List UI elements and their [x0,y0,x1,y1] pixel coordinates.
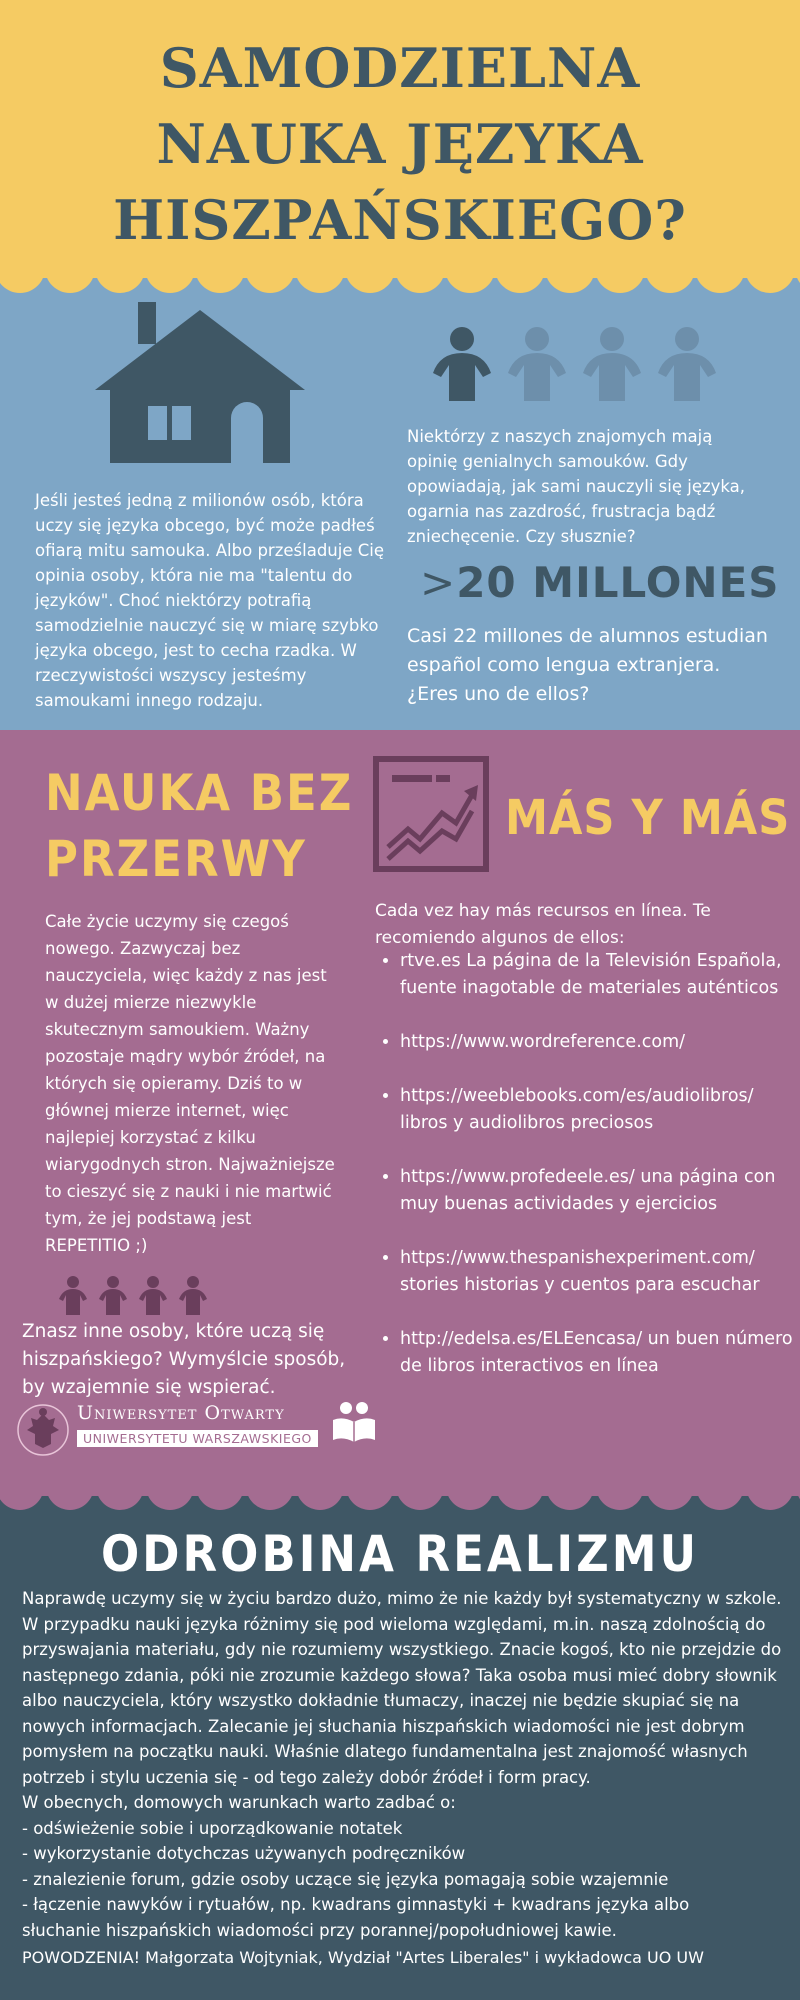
open-book-icon [331,1400,377,1444]
stat-prefix: > [420,558,457,607]
stat-value: 20 MILLONES [456,558,780,607]
resources-list [376,948,800,1407]
title-line: NAUKA JĘZYKA [156,112,644,176]
realism-section [0,1490,800,2000]
learning-text: Całe życie uczymy się czegoś nowego. Zazwyczaj bez nauczyciela, więc każdy z nas jest w dużej mierze niezwykle skutecznym samoukiem. Ważny pozostaje mądry wybór źródeł, na których się opieramy. Dziś to w głównej mierze internet, więc najlepiej korzystać z kilku wiarygodnych stron. Najważniejsze to cieszyć się z nauki i nie martwić tym, że jej podstawą jest REPETITIO ;) [45,912,335,1255]
text-line: W przypadku nauki języka różnimy się pod wieloma względami, m.in. naszą zdolnością do [22,1614,766,1634]
text-line: potrzeb i stylu uczenia się - od tego zależy dobór źródeł i form pracy. [22,1767,591,1787]
text-line: - znalezienie forum, gdzie osoby uczące się języka pomagają sobie wzajemnie [22,1869,669,1889]
text-line: nowych informacjach. Zalecanie jej słuchania hiszpańskich wiadomości nie jest dobrym [22,1716,745,1736]
title-line: SAMODZIELNA [159,36,641,100]
learning-section [0,730,800,1490]
person-icon [59,1276,87,1315]
friends-text: Niektórzy z naszych znajomych mają opinię genialnych samouków. Gdy opowiadają, jak sami nauczyli się języka, ogarnia nas zazdrość, frustracja bądź zniechęcenie. Czy słusznie? [407,427,746,546]
university-name: Uniwersytet Otwarty [77,1402,285,1424]
resources-intro: Cada vez hay más recursos en línea. Te recomiendo algunos de ellos: [375,901,711,948]
text-line: pomysłem na początku nauki. Właśnie dlatego fundamentalna jest znajomość własnych [22,1742,748,1761]
heading-line: PRZERWY [45,830,307,888]
people-small-icons [55,1275,215,1317]
text-line: słuchanie hiszpańskich wiadomości przy porannej/popołudniowej kawie. [22,1920,617,1940]
support-text: Znasz inne osoby, które uczą się hiszpańskiego? Wymyślcie sposób, by wzajemnie się wspierać. [22,1321,346,1398]
text-line: przyswajania materiału, gdy nie rozumiemy wszystkiego. Znacie kogoś, kto nie przejdzie do [22,1640,782,1659]
text-line: - łączenie nawyków i rytuałów, np. kwadrans gimnastyki + kwadrans języka albo [22,1895,690,1914]
text-line: - wykorzystanie dotychczas używanych podręczników [22,1844,466,1863]
university-seal-icon [15,1400,71,1462]
realism-text [22,1586,782,1943]
text-line: Naprawdę uczymy się w życiu bardzo dużo, mimo że nie każdy był systematyczny w szkole. [22,1589,782,1608]
heading-line: NAUKA BEZ [45,764,354,822]
nauka-heading [45,760,353,892]
mas-heading: MÁS Y MÁS [505,790,791,846]
resource-item[interactable]: • http://edelsa.es/ELEencasa/ un buen número de libros interactivos en línea [400,1326,800,1380]
stat-number [420,558,780,607]
resource-item[interactable]: • https://www.profedeele.es/ una página con muy buenas actividades y ejercicios [400,1164,800,1218]
scallop-divider [0,1490,800,1530]
university-logo [15,1400,395,1480]
text-line: albo nauczyciela, który wszystko dokładnie tłumaczy, inaczej nie będzie skupiać się na [22,1691,740,1710]
title-line: HISZPAŃSKIEGO? [113,188,687,252]
text-line: - odświeżenie sobie i uporządkowanie notatek [22,1818,403,1838]
page-title [0,30,800,258]
university-subname: UNIWERSYTETU WARSZAWSKIEGO [77,1430,318,1447]
trend-chart-icon [372,755,490,873]
myth-section [0,270,800,730]
resource-item[interactable]: • https://weeblebooks.com/es/audiolibros/ libros y audiolibros preciosos [400,1083,800,1137]
title-section [0,0,800,270]
house-icon [95,300,305,465]
realism-heading: ODROBINA REALIZMU [100,1525,700,1583]
myth-text: Jeśli jesteś jedną z milionów osób, która uczy się języka obcego, być może padłeś ofiarą mitu samouka. Albo prześladuje Cię opinia osoby, która nie ma "talentu do języków". Choć niektórzy potrafią samodzielnie nauczyć się w miarę szybko języka obcego, jest to cecha rzadka. W rzeczywistości wszyscy jesteśmy samoukami innego rodzaju. [35,491,384,710]
text-line: następnego zdania, póki nie zrozumie każdego słowa? Taka osoba musi mieć dobry słownik [22,1665,777,1685]
person-icon [508,327,716,401]
stat-text: Casi 22 millones de alumnos estudian español como lengua extranjera. ¿Eres uno de ellos? [407,625,768,705]
author-footer: POWODZENIA! Małgorzata Wojtyniak, Wydział "Artes Liberales" i wykładowca UO UW [22,1948,704,1967]
resource-item[interactable]: • rtve.es La página de la Televisión Española, fuente inagotable de materiales auténticos [400,948,800,1002]
person-icon [433,327,491,401]
text-line: W obecnych, domowych warunkach warto zadbać o: [22,1793,456,1812]
resource-item[interactable]: • https://www.wordreference.com/ [400,1029,800,1056]
resource-item[interactable]: • https://www.thespanishexperiment.com/ stories historias y cuentos para escuchar [400,1245,800,1299]
people-icons [425,325,725,405]
